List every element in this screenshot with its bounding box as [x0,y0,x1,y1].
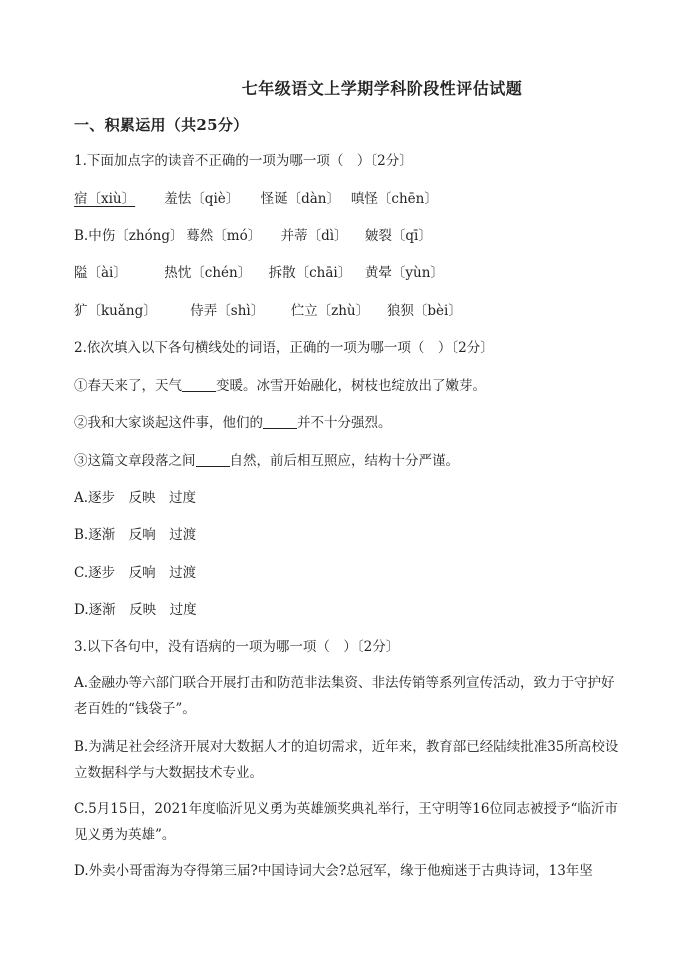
option-item: 热忱〔chén〕 [164,265,252,281]
question-2-option-b: B.逐渐 反响 过渡 [74,527,197,543]
question-1-option-a [74,190,624,208]
option-item: 隘〔ài〕 [74,265,127,281]
sentence-text: ②我和大家谈起这件事，他们的 [74,415,263,431]
fill-blank [263,414,297,429]
question-2-sentence-2 [74,414,624,432]
page-title: 七年级语文上学期学科阶段性评估试题 [241,79,523,98]
question-3-option-a: A.金融办等六部门联合开展打击和防范非法集资、非法传销等系列宣传活动，致力于守护好老百姓的“钱袋子”。 [74,675,615,717]
question-3-stem: 3.以下各句中，没有语病的一项为哪一项（ ）〔2分〕 [74,639,400,655]
option-item: B.中伤〔zhóng〕 [74,228,184,244]
question-1-option-c [74,264,624,282]
sentence-text: ③这篇文章段落之间 [74,453,196,469]
question-3-option-d: D.外卖小哥雷海为夺得第三届?中国诗词大会?总冠军，缘于他痴迷于古典诗词，13年坚 [74,863,593,879]
option-item: 并蒂〔dì〕 [280,228,348,244]
option-item: 怪诞〔dàn〕 [260,191,340,207]
question-2-stem: 2.依次填入以下各句横线处的词语，正确的一项为哪一项（ ）〔2分〕 [74,340,494,356]
question-2-option-d: D.逐渐 反映 过度 [74,602,197,618]
fill-blank [196,452,230,467]
question-2-sentence-1 [74,377,624,395]
question-2-option-c: C.逐步 反响 过渡 [74,565,197,581]
sentence-text: 并不十分强烈。 [297,415,392,431]
question-3-option-c: C.5月15日，2021年度临沂见义勇为英雄颁奖典礼举行，王守明等16位同志被授予“临沂市见义勇为英雄”。 [74,801,618,843]
question-3-option-b: B.为满足社会经济开展对大数据人才的迫切需求，近年来，教育部已经陆续批准35所高校设立数据科学与大数据技术专业。 [74,739,619,781]
question-1-stem: 1.下面加点字的读音不正确的一项为哪一项（ ）〔2分〕 [74,153,413,169]
sentence-text: 自然，前后相互照应，结构十分严谨。 [229,453,459,469]
option-item: 伫立〔zhù〕 [290,303,370,319]
question-1-option-b [74,227,624,245]
option-item: 犷〔kuǎng〕 [74,303,157,319]
option-item: 拆散〔chāi〕 [268,265,352,281]
question-2-sentence-3 [74,452,624,470]
fill-blank [182,377,216,392]
option-item: 嗔怪〔chēn〕 [350,191,438,207]
sentence-text: 变暖。冰雪开始融化，树枝也绽放出了嫩芽。 [216,378,486,394]
question-1-option-d [74,302,624,320]
sentence-text: ①春天来了，天气 [74,378,182,394]
option-item: 蓦然〔mó〕 [186,228,262,244]
option-item: 狼狈〔bèi〕 [386,303,462,319]
option-item: 皴裂〔qī〕 [364,228,432,244]
option-item: 宿〔xiù〕 [74,191,136,207]
option-item: 羞怯〔qiè〕 [164,191,240,207]
option-item: 黄晕〔yùn〕 [364,265,444,281]
option-item: 侍弄〔shì〕 [190,303,265,319]
section-heading: 一、积累运用（共25分） [74,116,249,134]
question-2-option-a: A.逐步 反映 过度 [74,490,197,506]
